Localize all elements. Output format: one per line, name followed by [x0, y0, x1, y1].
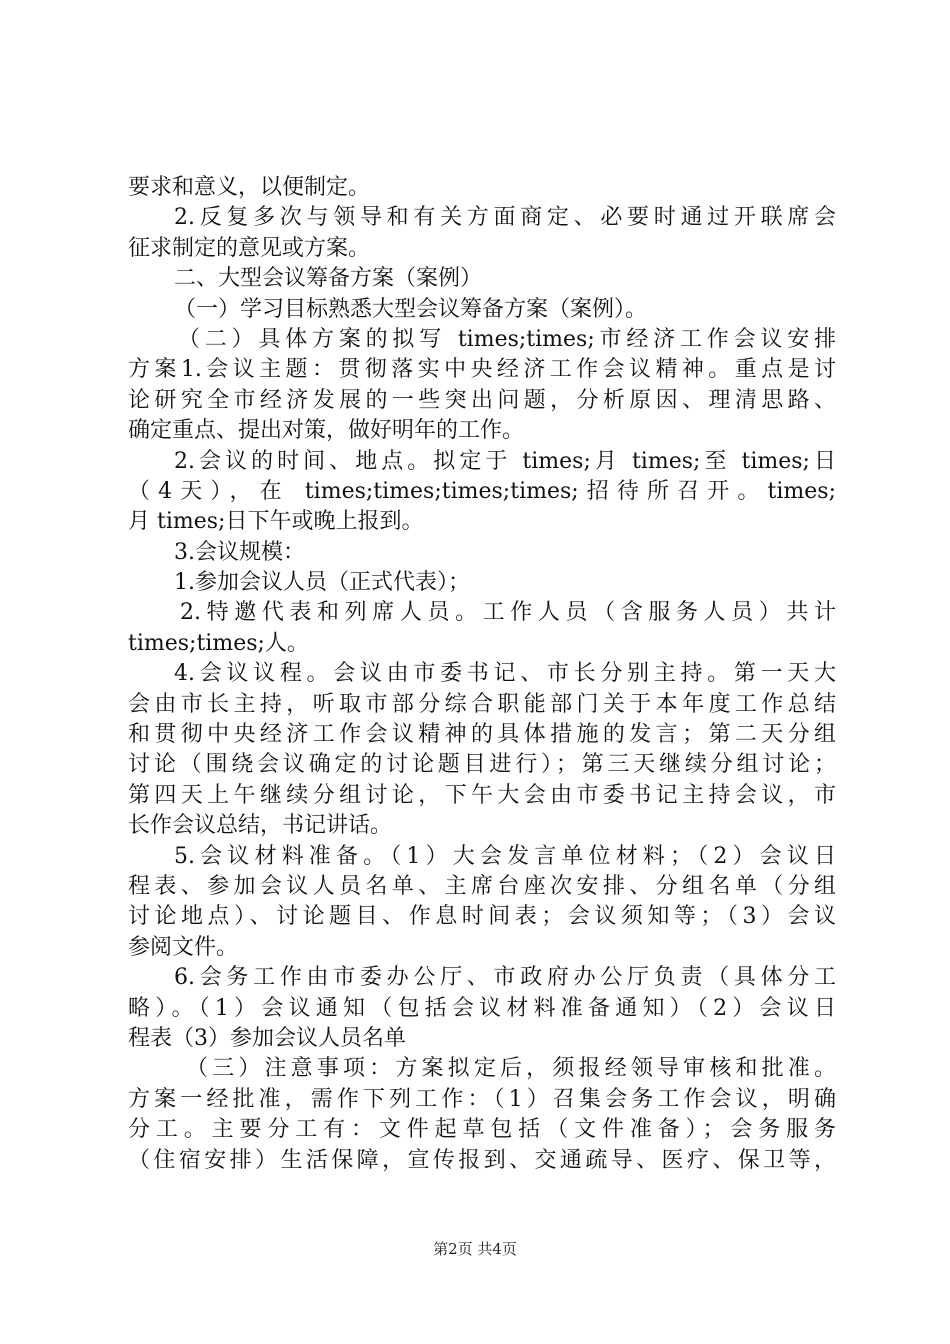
text-line: 要求和意义，以便制定。 [128, 175, 371, 200]
text-line: 4.会议议程。会议由市委书记、市长分别主持。第一天大 [174, 661, 836, 687]
text-line: 方案一经批准，需作下列工作：（1）召集会务工作会议，明确 [128, 1086, 836, 1112]
text-line: 6.会务工作由市委办公厅、市政府办公厅负责（具体分工 [174, 965, 836, 991]
text-line: 1.参加会议人员（正式代表）； [174, 570, 470, 596]
text-line: （4天），在 times;times;times;times;招待所召开。times; [128, 478, 836, 504]
text-line: （住宿安排）生活保障，宣传报到、交通疏导、医疗、保卫等， [128, 1147, 836, 1173]
text-line: 和贯彻中央经济工作会议精神的具体措施的发言；第二天分组 [128, 722, 836, 748]
text-line: 论研究全市经济发展的一些突出问题，分析原因、理清思路、 [128, 387, 836, 413]
text-line: 二、大型会议筹备方案（案例） [174, 266, 483, 292]
text-line: 会由市长主持，听取市部分综合职能部门关于本年度工作总结 [128, 691, 836, 717]
text-line: 分工。主要分工有：文件起草包括（文件准备）；会务服务 [128, 1117, 836, 1143]
text-line: 确定重点、提出对策，做好明年的工作。 [128, 418, 525, 444]
text-line: 5.会议材料准备。（1）大会发言单位材料；（2）会议日 [174, 843, 836, 869]
text-line: 略）。（1）会议通知（包括会议材料准备通知）（2）会议日 [128, 995, 836, 1021]
text-line: 程表、参加会议人员名单、主席台座次安排、分组名单（分组 [128, 873, 836, 899]
text-line: （一）学习目标熟悉大型会议筹备方案（案例）。 [174, 296, 648, 322]
text-line: 2.会议的时间、地点。拟定于 times;月 times;至 times;日 [174, 448, 836, 474]
text-line: 程表（3）参加会议人员名单 [128, 1025, 406, 1051]
text-line: 2.特邀代表和列席人员。工作人员（含服务人员）共计 [180, 600, 836, 626]
text-line: （三）注意事项：方案拟定后，须报经领导审核和批准。 [186, 1056, 836, 1082]
text-line: 月 times;日下午或晚上报到。 [128, 509, 424, 535]
text-line: 征求制定的意见或方案。 [128, 235, 371, 261]
text-line: 长作会议总结，书记讲话。 [128, 813, 393, 839]
document-body [128, 173, 836, 1176]
text-line: times;times;人。 [128, 630, 309, 656]
text-line: 参阅文件。 [128, 934, 239, 960]
text-line: 方案1.会议主题：贯彻落实中央经济工作会议精神。重点是讨 [128, 357, 836, 383]
text-line: 3.会议规模： [174, 539, 305, 565]
text-line: 讨论（围绕会议确定的讨论题目进行）；第三天继续分组讨论； [128, 752, 836, 778]
text-line: 第四天上午继续分组讨论，下午大会由市委书记主持会议，市 [128, 782, 836, 808]
text-line: 2.反复多次与领导和有关方面商定、必要时通过开联席会 [174, 205, 836, 231]
text-line: 讨论地点）、讨论题目、作息时间表；会议须知等；（3）会议 [128, 904, 836, 930]
text-line: （二）具体方案的拟写 times;times;市经济工作会议安排 [178, 326, 836, 352]
page-number-footer: 第2页 共4页 [433, 1240, 517, 1258]
